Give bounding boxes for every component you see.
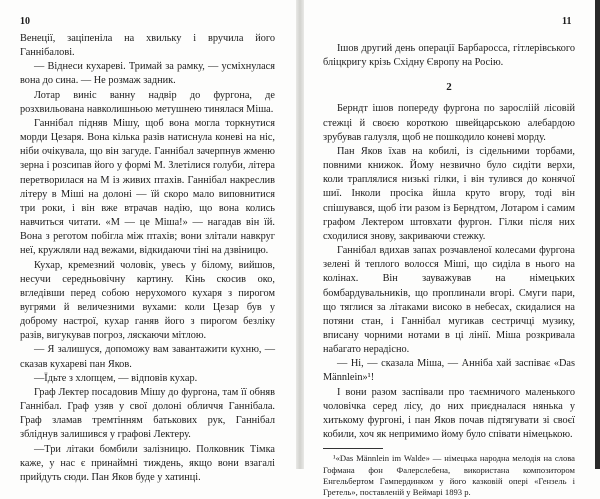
paragraph: —Їдьте з хлопцем, — відповів кухар.	[34, 372, 198, 384]
paragraph: Кухар, кремезний чоловік, увесь у білому, вийшов, несучи середньовічну картину. Кінь скосив око, вгледівши перед собою нерухомого кухаря з пирогом вугрями й величезними вухами: коли Цезар був у доброму настрої, кухар ганяв його з пирогом безліку разів, вигукував погроз, ляскаючи мітлою.	[20, 259, 275, 342]
page-number: 10	[20, 16, 30, 27]
paragraph: —Три літаки бомбили залізницю. Полковник Тімка каже, у нас є принаймні тиждень, якщо вони взагалі прийдуть сюди. Пан Яков буде у хатинці.	[20, 443, 275, 483]
paragraph: Лотар виніс ванну надвір до фургона, де розхвильована навколишньою метушнею тинялася Міша.	[20, 89, 275, 115]
right-page-text	[323, 42, 575, 499]
paragraph: — Я залишуся, допоможу вам завантажити кухню, — сказав кухареві пан Яков.	[20, 344, 275, 370]
paragraph: І вони разом заспівали про таємничого маленького чоловічка серед лісу, до них приєдналася нянька у хитькому фургоні, і пан Яков почав підтягувати зі своєї кобили, хоч як непримимо йому було співати німецькою.	[323, 386, 575, 441]
paragraph: Венеції, зацiпеніла на хвильку і вручила його Ганнібалові.	[20, 33, 275, 59]
page-number: 11	[562, 16, 572, 27]
footnote: ¹«Das Männlein im Walde» — німецька народна мелодія на слова Гофмана фон Фалерслебена, використана композитором Енгельбертом Гампердинком у його казковій опері «Гензель і Гретель», поставленій у Веймарі 1893 р.	[323, 453, 575, 498]
paragraph: Ішов другий день операції Барбаросса, гітлерівського бліцкригу крізь Східну Європу на Росію.	[323, 43, 575, 69]
left-page	[0, 0, 296, 483]
paragraph: Ганнібал підняв Мішу, щоб вона могла торкнутися морди Цезаря. Вона кілька разів натиснула коневі на ніс, ніби очікувала, що він загуде. Ганнібал зачерпнув жменю зерна і розсипав його у формі М. Злетілися голуби, літера перетворилася на М із живих птахів. Ганнібал накреслив літеру в Міші на долоні — їй скоро мало виповнитися три роки, і він вже втрачав надію, що вона колись навчиться читати. «М — це Міша!» — нагадав він їй. Вона з реготом побігла між птахів; вони злітали навкруг неї, кружляли над вежами, відкидаючи тіні на дзвіницю.	[20, 117, 275, 257]
paragraph: — Ні, — сказала Міша, — Анніба хай заспіває «Das Männlein»¹!	[323, 358, 575, 384]
paragraph: — Віднеси кухареві. Тримай за рамку, — усміхнулася вона до сина. — Не розмаж задник.	[20, 61, 275, 87]
book-gutter	[296, 0, 304, 469]
paragraph: Граф Лектер посадовив Мішу до фургона, там її обняв Ганнібал. Граф узяв у свої долоні обличчя Ганнібала. Граф зламав тремтінням батькових рук, Ганнібал збліднув залишився у графові Лектеру.	[20, 386, 275, 441]
page-edge	[595, 0, 600, 469]
paragraph: Пан Яков їхав на кобилі, із сідельними торбами, повними книжок. Йому незвично було сидіти верхи, коли траплялися низькі гілки, і він тулився до конячої шиї. Інколи просіка йшла круто вгору, тоді він спішувався, щоб іти разом із Берндтом, Лотаром і самим графом Лектером штовхати фургон. Гілки після них сходилися знову, закриваючи стежку.	[323, 145, 575, 242]
paragraph: Берндт ішов попереду фургона по заросліій лісовій стежці й своєю короткою швейцарською алебардою зрубував галузля, щоб не пошкодило коневі морду.	[323, 103, 575, 143]
right-page	[304, 0, 600, 498]
left-page-text	[20, 32, 275, 485]
paragraph: Ганнібал вдихав запах розчавленої колесами фургона зелені й теплого волосся Міші, що сиділа в нього на колінах. Він зауважував на німецьких бомбардувальників, що проплинали вгорі. Смуги пари, що тяглися за літаками високо в небесах, скидалися на потяни стан, і Ганнібал мугикав сестричці музику, вписану чорними нотами в ці лінії. Міша розкривала набагато нерадісно.	[323, 245, 575, 356]
footnote-rule	[323, 448, 383, 449]
chapter-number: 2	[446, 81, 452, 94]
